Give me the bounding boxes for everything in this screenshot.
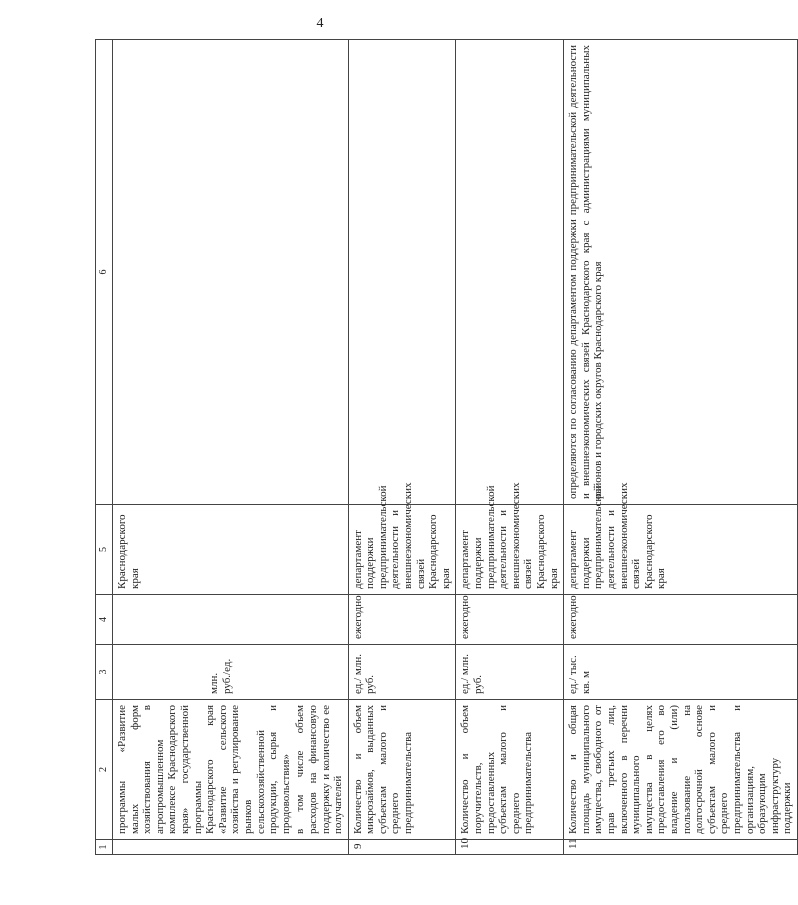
row-number: 11 [564, 840, 798, 855]
indicator-cell: Количество и объем поручительств, предоставленных субъектам малого и среднего предпринимательства [456, 700, 564, 840]
responsible-cell: департамент поддержки предпринимательской деятельности и внешнеэкономических связей Краснодарского края [456, 505, 564, 595]
header-cell: 3 [96, 645, 113, 700]
table-row [348, 40, 456, 855]
header-cell: 5 [96, 505, 113, 595]
table-header-row [96, 40, 113, 855]
header-cell: 4 [96, 595, 113, 645]
periodicity-cell [113, 595, 349, 645]
row-number [113, 840, 349, 855]
source-cell [456, 40, 564, 505]
header-cell: 1 [96, 840, 113, 855]
table-row [113, 40, 349, 855]
table-row [456, 40, 564, 855]
row-number: 9 [348, 840, 456, 855]
indicator-text: программы «Развитие малых форм хозяйствования в агропромышленном комплексе Краснодарского края» государственной программы Краснодарского края «Развитие сельского хозяйства и регулирование рынков сельскохозяйственной продукции, сырья и продовольствия» [116, 705, 292, 834]
unit-cell: ед./ млн. руб. [348, 645, 456, 700]
responsible-cell: Краснодарского края [113, 505, 349, 595]
unit-cell: ед./ тыс. кв. м [564, 645, 798, 700]
indicators-table-rotated [95, 40, 794, 855]
periodicity-cell: ежегодно [564, 595, 798, 645]
sub-indicator-text: в том числе объем расходов на финансовую поддержку и количество ее получателей [294, 705, 345, 834]
indicator-cell: Количество и общая площадь муниципального имущества, свободного от прав третьих лиц, включенного в перечни муниципального имущества в целях предоставления его во владение и (или) пользование на долгосрочной основе субъектам малого и среднего предпринимательства и организациям, образующим инфраструктуру поддержки [564, 700, 798, 840]
page-number: 4 [316, 16, 324, 31]
responsible-cell: департамент поддержки предпринимательской деятельности и внешнеэкономических связей Краснодарского края [348, 505, 456, 595]
periodicity-cell: ежегодно [456, 595, 564, 645]
header-cell: 6 [96, 40, 113, 505]
source-cell [348, 40, 456, 505]
indicator-cell [113, 700, 349, 840]
header-cell: 2 [96, 700, 113, 840]
source-cell [113, 40, 349, 505]
indicator-cell: Количество и объем микрозаймов, выданных субъектам малого и среднего предпринимательства [348, 700, 456, 840]
periodicity-cell: ежегодно [348, 595, 456, 645]
unit-cell [113, 645, 349, 700]
table-row [564, 40, 798, 855]
source-cell: определяются по согласованию департаментом поддержки предпринимательской деятельности и внешнеэкономических связей Краснодарского края с администрациями муниципальных районов и городских округов Краснодарского края [564, 40, 798, 505]
responsible-cell: департамент поддержки предпринимательской деятельности и внешнеэкономических связей Краснодарского края [564, 505, 798, 595]
sub-unit-text: млн. руб./ед. [208, 658, 233, 694]
row-number: 10 [456, 840, 564, 855]
unit-cell: ед./ млн. руб. [456, 645, 564, 700]
indicators-table [95, 39, 798, 855]
